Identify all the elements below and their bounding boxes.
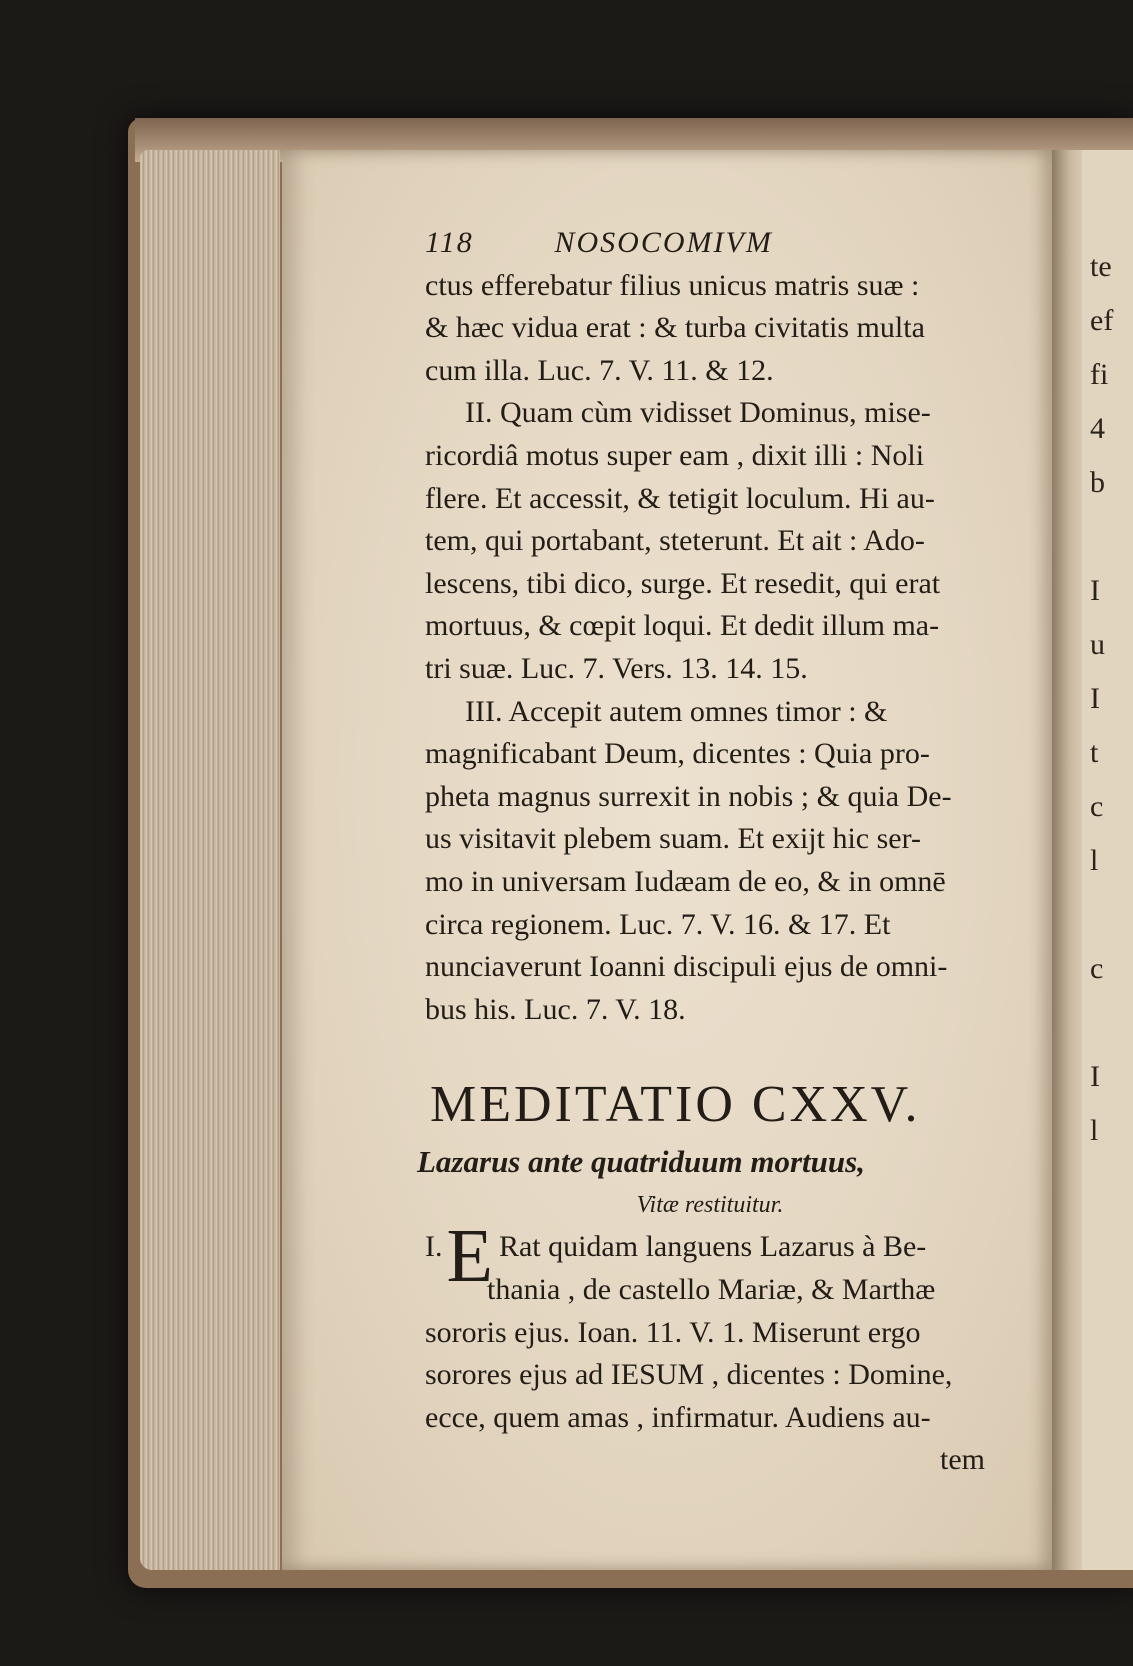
text-line: ctus efferebatur filius unicus matris suæ : <box>425 268 920 302</box>
text-line: cum illa. Luc. 7. V. 11. & 12. <box>425 353 774 387</box>
facing-page-letter: c <box>1090 952 1104 985</box>
facing-page-letter <box>1090 510 1133 564</box>
meditation-paragraph <box>425 1214 1055 1482</box>
meditation-subtitle-line2: Vitæ restituitur. <box>636 1191 784 1218</box>
facing-page-letter: c <box>1090 790 1104 823</box>
paragraph-number: I. <box>425 1230 443 1264</box>
facing-page-letter: I <box>1090 682 1100 715</box>
catchword: tem <box>940 1443 985 1477</box>
facing-page-letter <box>1090 888 1133 942</box>
facing-page-letter: 4 <box>1090 412 1105 445</box>
text-line: pheta magnus surrexit in nobis ; & quia De- <box>425 779 952 813</box>
facing-page-letter: te <box>1090 250 1112 283</box>
facing-page-letter: ef <box>1090 304 1114 337</box>
text-line: bus his. Luc. 7. V. 18. <box>425 992 686 1026</box>
body-paragraphs <box>425 265 1055 1032</box>
facing-page-letter: u <box>1090 628 1105 661</box>
text-line: ecce, quem amas , infirmatur. Audiens au- <box>425 1400 931 1434</box>
facing-page-letter: b <box>1090 466 1105 499</box>
text-line: II. Quam cùm vidisset Dominus, mise- <box>465 396 931 430</box>
facing-page-letter: fi <box>1090 358 1109 391</box>
running-head-title: NOSOCOMIVM <box>554 226 773 259</box>
text-line: sororis ejus. Ioan. 11. V. 1. Miserunt ergo <box>425 1315 921 1349</box>
text-line: ricordiâ motus super eam , dixit illi : Noli <box>425 438 925 472</box>
book-gutter <box>1052 150 1082 1570</box>
running-header <box>425 222 1055 265</box>
page-text <box>417 222 1055 1482</box>
facing-page-letter: I <box>1090 1060 1100 1093</box>
facing-page-letter <box>1090 996 1133 1050</box>
text-line: circa regionem. Luc. 7. V. 16. & 17. Et <box>425 907 891 941</box>
meditation-subtitle: Lazarus ante quatriduum mortuus, <box>417 1144 865 1180</box>
page-number: 118 <box>425 226 474 259</box>
line-text: Rat quidam languens Lazarus à Be- <box>498 1230 927 1264</box>
text-line: mo in universam Iudæam de eo, & in omnē <box>425 864 946 898</box>
drop-initial: E <box>446 1214 493 1299</box>
page-fore-edge <box>140 150 280 1570</box>
text-line: mortuus, & cœpit loqui. Et dedit illum ma- <box>425 609 940 643</box>
text-line: nunciaverunt Ioanni discipuli ejus de omni- <box>425 950 948 984</box>
text-line: lescens, tibi dico, surge. Et resedit, qui erat <box>425 566 941 600</box>
text-line: flere. Et accessit, & tetigit loculum. Hi au- <box>425 481 935 515</box>
text-line: magnificabant Deum, dicentes : Quia pro- <box>425 737 930 771</box>
text-line: tem, qui portabant, steterunt. Et ait : Ado- <box>425 524 925 558</box>
facing-page-letter: I <box>1090 574 1100 607</box>
text-line: sorores ejus ad IESUM , dicentes : Domine, <box>425 1358 953 1392</box>
text-line: thania , de castello Mariæ, & Marthæ <box>487 1273 936 1307</box>
text-line: & hæc vidua erat : & turba civitatis multa <box>425 311 925 345</box>
text-line: us visitavit plebem suam. Et exijt hic ser- <box>425 822 921 856</box>
facing-page-fragment <box>1082 150 1133 1570</box>
text-line: tri suæ. Luc. 7. Vers. 13. 14. 15. <box>425 651 808 685</box>
facing-page-letter: t <box>1090 736 1099 769</box>
facing-page-letter: l <box>1090 844 1099 877</box>
facing-page-letter: l <box>1090 1114 1099 1147</box>
meditation-title: MEDITATIO CXXV. <box>430 1076 921 1134</box>
text-line: III. Accepit autem omnes timor : & <box>465 694 888 728</box>
